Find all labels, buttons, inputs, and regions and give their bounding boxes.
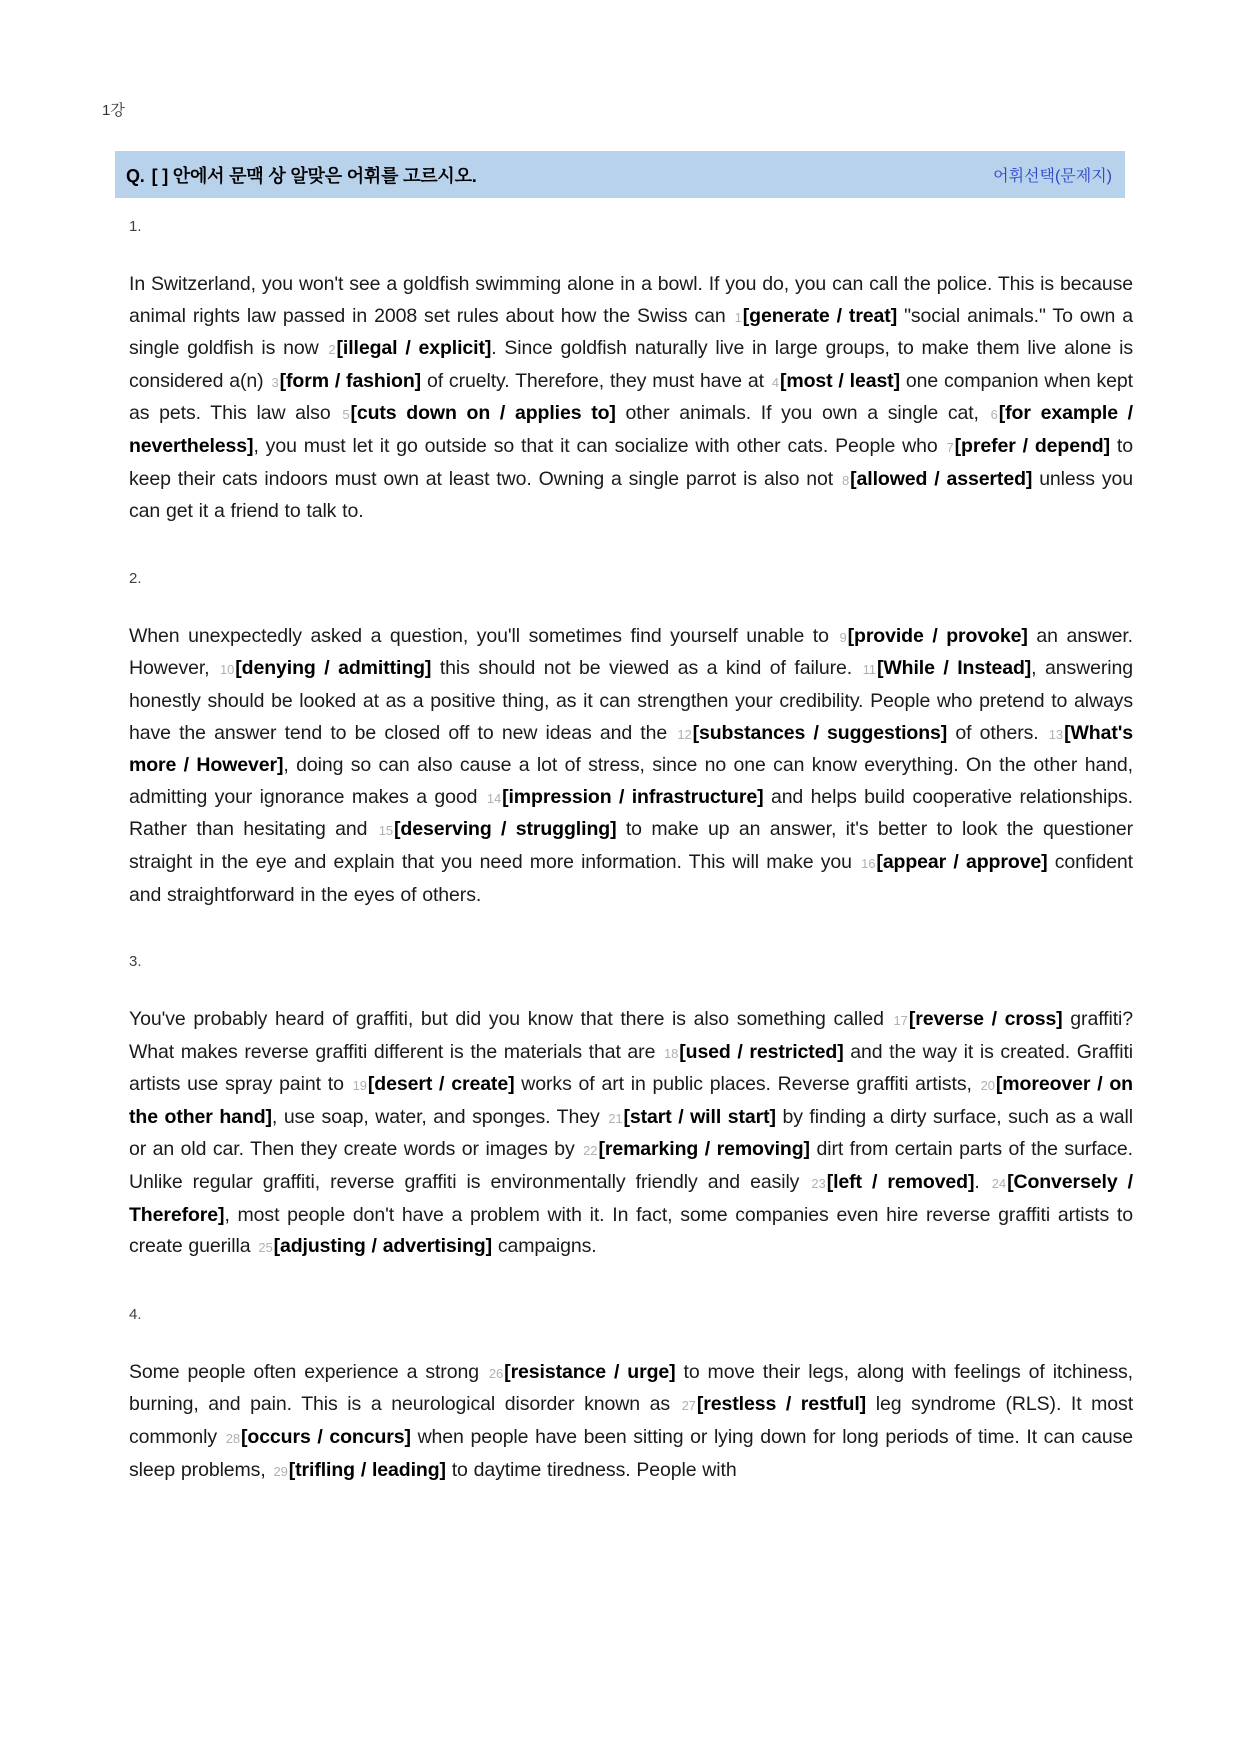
choice-options: [occurs / concurs] (240, 1426, 411, 1449)
choice-options: [form / fashion] (279, 369, 422, 392)
question-banner (115, 151, 1125, 198)
choice-number: 3 (271, 374, 279, 390)
passage-number: 1. (129, 218, 142, 235)
choice-options: [used / restricted] (679, 1040, 844, 1063)
choice-number: 15 (378, 823, 394, 839)
choice-number: 7 (946, 439, 954, 455)
choice-number: 18 (663, 1045, 679, 1061)
choice-options: [moreover / on the other hand] (129, 1073, 1133, 1128)
choice-number: 25 (258, 1240, 273, 1256)
choice-number: 17 (893, 1013, 908, 1029)
choice-options: [left / removed] (826, 1171, 975, 1194)
question-text: [ ] 안에서 문맥 상 알맞은 어휘를 고르시오. (151, 165, 477, 186)
choice-options: [Conversely / Therefore] (129, 1171, 1133, 1226)
choice-options: [provide / provoke] (847, 624, 1028, 647)
question-label: Q. (126, 165, 145, 186)
choice-options: [denying / admitting] (235, 657, 432, 680)
choice-options: [cuts down on / applies to] (350, 402, 616, 425)
choice-number: 21 (608, 1110, 623, 1126)
choice-number: 19 (352, 1078, 367, 1094)
passage-text: You've probably heard of graffiti, but did you know that there is also something called 17[reverse / cross] graffiti? What makes reverse graffiti different is the materials that are 18[used / restricted] and the way it is created. Graffiti artists use spray paint to 19[desert / create] works of art in public places. Reverse graffiti artists, 20[moreover / on the other hand], use soap, water, and sponges. They 21[start / will start] by finding a dirty surface, such as a wall or an old car. Then they create words or images by 22[remarking / removing] dirt from certain parts of the surface. Unlike regular graffiti, reverse graffiti is environmentally friendly and easily 23[left / removed]. 24[Conversely / Therefore], most people don't have a problem with it. In fact, some companies even hire reverse graffiti artists to create guerilla 25[adjusting / advertising] campaigns. (129, 1008, 1133, 1258)
choice-number: 4 (771, 374, 779, 390)
passage-number: 2. (129, 569, 142, 587)
choice-number: 1 (734, 309, 742, 325)
choice-options: [for example / nevertheless] (129, 402, 1134, 457)
choice-options: [remarking / removing] (598, 1138, 810, 1161)
choice-number: 16 (861, 855, 876, 871)
choice-number: 8 (841, 472, 850, 488)
choice-number: 28 (225, 1431, 240, 1447)
choice-number: 23 (811, 1176, 826, 1192)
choice-number: 26 (488, 1365, 504, 1381)
passage-text: In Switzerland, you won't see a goldfish swimming alone in a bowl. If you do, you can call the police. This is because animal rights law passed in 2008 set rules about how the Swiss can 1[generate / treat] "social animals." To own a single goldfish is now 2[illegal / explicit]. Since goldfish naturally live in large groups, to make them live alone is considered a(n) 3[form / fashion] of cruelty. Therefore, they must have at 4[most / least] one companion when kept as pets. This law also 5[cuts down on / applies to] other animals. If you own a single cat, 6[for example / nevertheless], you must let it go outside so that it can socialize with other cats. People who 7[prefer / depend] to keep their cats indoors must own at least two. Owning a single parrot is also not 8[allowed / asserted] unless you can get it a friend to talk to. (129, 273, 1134, 523)
choice-options: [allowed / asserted] (850, 467, 1033, 490)
worksheet-page (102, 0, 1134, 1487)
choice-options: [generate / treat] (742, 304, 898, 327)
passage (129, 1306, 1133, 1487)
choice-options: [start / will start] (623, 1105, 776, 1128)
choice-options: [prefer / depend] (954, 434, 1110, 457)
choice-options: [What's more / However] (129, 721, 1133, 777)
choice-number: 27 (681, 1398, 696, 1414)
passage (129, 570, 1133, 911)
choice-options: [most / least] (779, 369, 900, 392)
choice-options: [desert / create] (367, 1073, 515, 1096)
choice-options: [reverse / cross] (908, 1008, 1063, 1031)
passage (129, 953, 1133, 1264)
choice-options: [trifling / leading] (288, 1458, 446, 1481)
choice-number: 24 (991, 1176, 1007, 1192)
choice-number: 2 (328, 342, 336, 358)
choice-number: 5 (342, 407, 350, 423)
choice-number: 20 (980, 1078, 995, 1094)
choice-number: 10 (220, 662, 235, 678)
choice-number: 14 (486, 790, 502, 806)
choice-number: 29 (273, 1463, 288, 1479)
passage-text: When unexpectedly asked a question, you'll sometimes find yourself unable to 9[provide / provoke] an answer. However, 10[denying / admitting] this should not be viewed as a kind of failure. 11[While / Instead], answering honestly should be looked at as a positive thing, as it can strengthen your credibility. People who pretend to always have the answer tend to be closed off to new ideas and the 12[substances / suggestions] of others. 13[What's more / However], doing so can also cause a lot of stress, since no one can know everything. On the other hand, admitting your ignorance makes a good 14[impression / infrastructure] and helps build cooperative relationships. Rather than hesitating and 15[deserving / struggling] to make up an answer, it's better to look the questioner straight in the eye and explain that you need more information. This will make you 16[appear / approve] confident and straightforward in the eyes of others. (129, 624, 1134, 906)
passage-number: 3. (129, 953, 142, 971)
choice-options: [illegal / explicit] (336, 337, 492, 360)
passages-list (115, 218, 1133, 1487)
passage (129, 218, 1133, 528)
choice-options: [adjusting / advertising] (273, 1235, 493, 1258)
choice-number: 6 (990, 407, 998, 423)
question-title (126, 162, 477, 188)
choice-number: 9 (839, 629, 847, 645)
choice-options: [impression / infrastructure] (502, 785, 764, 808)
passage-text: Some people often experience a strong 26[resistance / urge] to move their legs, along with feelings of itchiness, burning, and pain. This is a neurological disorder known as 27[restless / restful] leg syndrome (RLS). It most commonly 28[occurs / concurs] when people have been sitting or lying down for long periods of time. It can cause sleep problems, 29[trifling / leading] to daytime tiredness. People with (129, 1360, 1134, 1481)
choice-options: [deserving / struggling] (394, 818, 617, 841)
choice-number: 13 (1048, 726, 1064, 742)
choice-options: [resistance / urge] (504, 1360, 676, 1383)
choice-options: [appear / approve] (876, 850, 1048, 873)
choice-options: [While / Instead] (876, 657, 1032, 680)
choice-number: 22 (583, 1143, 598, 1159)
choice-number: 12 (677, 726, 692, 742)
passage-number: 4. (129, 1305, 142, 1323)
choice-number: 11 (862, 662, 876, 678)
question-type-tag: 어휘선택(문제지) (993, 168, 1112, 185)
choice-options: [restless / restful] (696, 1393, 867, 1416)
lesson-label: 1강 (102, 102, 125, 119)
choice-options: [substances / suggestions] (692, 721, 948, 744)
